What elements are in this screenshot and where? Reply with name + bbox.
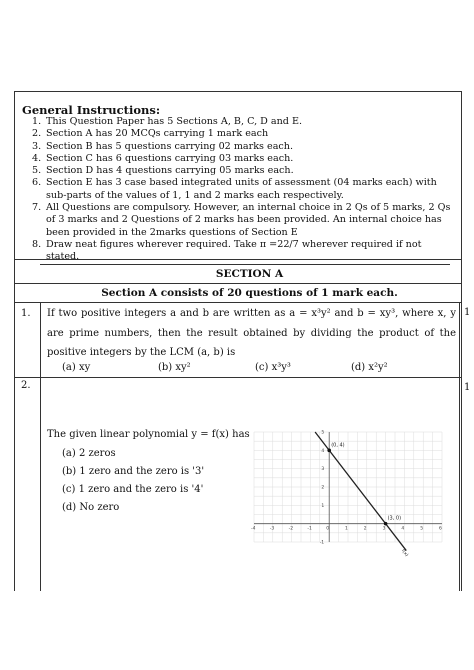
q1-option-a: (a) xy	[62, 362, 91, 373]
instructions-double-line	[40, 264, 450, 265]
instructions-title: General Instructions:	[22, 103, 161, 117]
instruction-item	[32, 202, 452, 239]
x-tick-label: 6	[439, 526, 442, 532]
y-tick-label: 1	[321, 503, 325, 509]
instruction-number: 7.	[32, 202, 42, 214]
instructions-list	[32, 116, 452, 264]
q2-option-c: (c) 1 zero and the zero is '4'	[62, 484, 204, 495]
section-title-border	[14, 283, 462, 284]
y-tick-label: -1	[319, 540, 325, 546]
q1-marks: 1	[464, 307, 471, 318]
instruction-text: Section C has 6 questions carrying 03 marks each.	[46, 152, 294, 164]
instruction-item	[32, 153, 452, 165]
instruction-item	[32, 141, 452, 153]
line-label: f(x)	[399, 548, 409, 558]
q1-bottom-border	[14, 377, 462, 378]
q1-option-b: (b) xy²	[158, 362, 191, 373]
x-tick-label: 0	[326, 526, 330, 532]
section-subtitle-border	[14, 302, 462, 303]
instruction-number: 5.	[32, 165, 42, 177]
q2-option-a: (a) 2 zeros	[62, 448, 116, 459]
instruction-text: Draw neat figures wherever required. Take π =22/7 wherever required if not stated.	[46, 238, 422, 263]
instruction-text: Section E has 3 case based integrated units of assessment (04 marks each) with sub-parts of the values of 1, 1 and 2 marks each respectively.	[46, 177, 437, 201]
number-column-divider	[40, 302, 41, 591]
y-tick-label: 5	[321, 430, 325, 436]
q2-marks: 1	[464, 382, 471, 393]
table-left-border	[14, 91, 15, 591]
x-tick-label: -1	[307, 526, 312, 532]
table-top-border	[14, 91, 462, 92]
point-label: (0, 4)	[331, 442, 345, 449]
instruction-item	[32, 116, 452, 128]
instruction-item	[32, 239, 452, 264]
q1-option-d: (d) x²y²	[351, 362, 388, 373]
x-tick-label: 4	[401, 526, 405, 532]
table-right-border	[461, 91, 462, 591]
instruction-item	[32, 165, 452, 177]
linear-polynomial-graph	[248, 428, 448, 558]
instruction-number: 1.	[32, 116, 42, 127]
q2-text: The given linear polynomial y = f(x) has	[47, 429, 250, 440]
marks-column-divider	[459, 302, 460, 591]
x-tick-label: 3	[382, 526, 386, 532]
instruction-text: Section B has 5 questions carrying 02 marks each.	[46, 140, 294, 152]
x-tick-label: -3	[269, 526, 275, 532]
instruction-number: 8.	[32, 238, 42, 250]
instruction-text: Section A has 20 MCQs carrying 1 mark each	[46, 128, 269, 140]
x-tick-label: 1	[345, 526, 348, 532]
x-tick-label: -4	[251, 526, 256, 532]
section-subtitle: Section A consists of 20 questions of 1 mark each.	[101, 287, 398, 299]
instruction-number: 6.	[32, 177, 42, 189]
instruction-text: This Question Paper has 5 Sections A, B, C, D and E.	[46, 116, 303, 127]
y-tick-label: 4	[321, 448, 325, 454]
instruction-text: Section D has 4 questions carrying 05 marks each.	[46, 165, 294, 177]
q2-number: 2.	[21, 380, 31, 391]
instruction-item	[32, 177, 452, 202]
y-tick-label: 2	[321, 485, 325, 491]
section-title: SECTION A	[215, 268, 284, 280]
intercept-point	[327, 449, 331, 453]
q1-number: 1.	[21, 308, 31, 319]
q2-option-b: (b) 1 zero and the zero is '3'	[62, 466, 205, 477]
q1-option-c: (c) x³y³	[255, 362, 291, 373]
x-tick-label: 5	[420, 526, 424, 532]
instruction-text: All Questions are compulsory. However, an internal choice in 2 Qs of 5 marks, 2 Qs of 3 marks and 2 Questions of 2 marks has been provided. An internal choice has been provided in the 2marks questions of Section E	[46, 202, 451, 238]
instruction-number: 4.	[32, 152, 42, 164]
instruction-item	[32, 128, 452, 140]
q1-text: If two positive integers a and b are written as a = x³y² and b = xy³, where x, y are prime numbers, then the result obtained by dividing the product of the positive integers by the LCM (a, b) is	[47, 308, 456, 358]
x-tick-label: 2	[363, 526, 367, 532]
q2-option-d: (d) No zero	[62, 502, 120, 513]
y-tick-label: 3	[321, 467, 325, 473]
point-label: (3, 0)	[387, 515, 402, 522]
x-tick-label: -2	[288, 526, 294, 532]
instruction-number: 2.	[32, 128, 42, 140]
intercept-point	[384, 522, 388, 526]
instruction-number: 3.	[32, 140, 42, 152]
